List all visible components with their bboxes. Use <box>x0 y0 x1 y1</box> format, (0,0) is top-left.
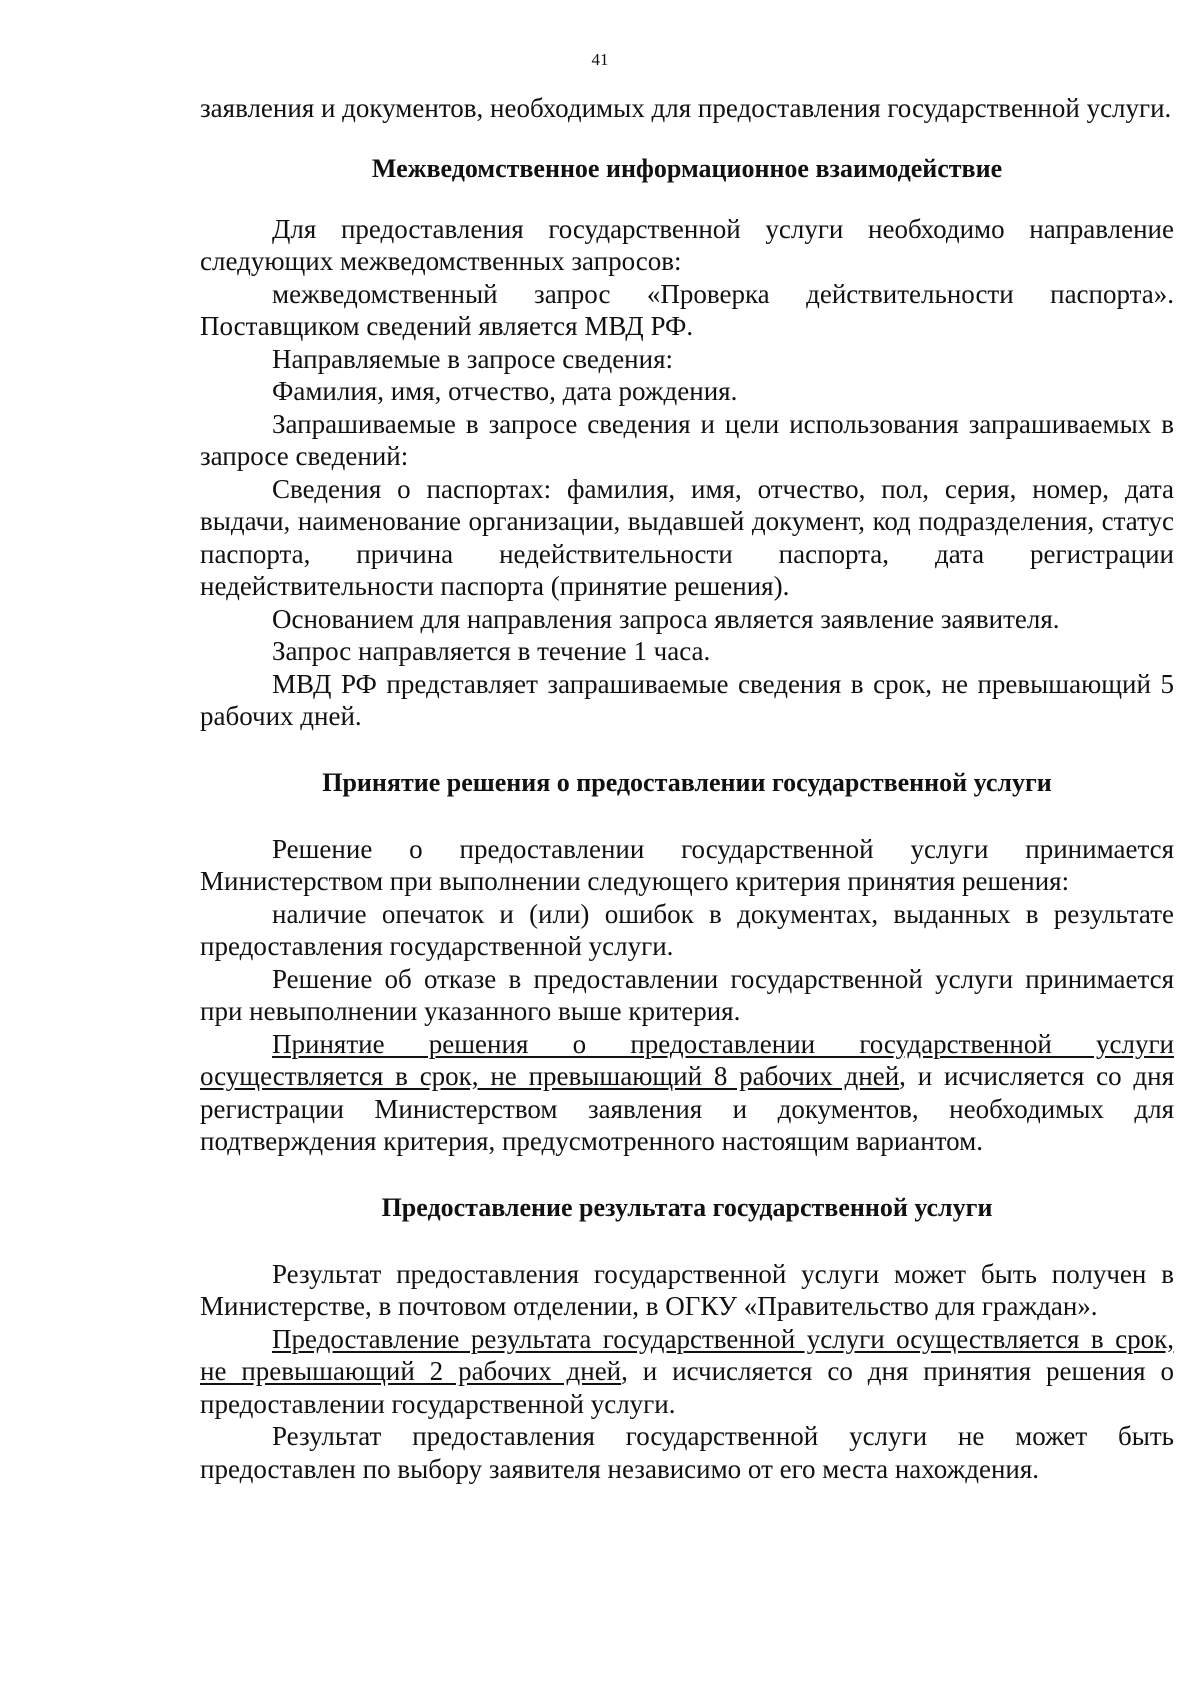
underlined-deadline: Предоставление результата государственной услуги осуществляется в срок, не превышающий 2 рабочих дней <box>200 1323 1174 1386</box>
paragraph: Для предоставления государственной услуги необходимо направление следующих межведомственных запросов: <box>200 213 1174 276</box>
paragraph: наличие опечаток и (или) ошибок в документах, выданных в результате предоставления государственной услуги. <box>200 898 1174 961</box>
paragraph: Основанием для направления запроса является заявление заявителя. <box>272 603 1060 634</box>
paragraph: Результат предоставления государственной услуги может быть получен в Министерстве, в почтовом отделении, в ОГКУ «Правительство для граждан». <box>200 1258 1174 1321</box>
section-heading-decision: Принятие решения о предоставлении государственной услуги <box>322 767 1052 797</box>
intro-paragraph: заявления и документов, необходимых для предоставления государственной услуги. <box>200 93 1172 123</box>
page-number: 41 <box>591 50 609 69</box>
paragraph: Направляемые в запросе сведения: <box>272 343 673 374</box>
deadline-continuation: , и исчисляется со дня принятия решения о предоставлении государственной услуги. <box>200 1356 1174 1419</box>
paragraph: Сведения о паспортах: фамилия, имя, отчество, пол, серия, номер, дата выдачи, наименование организации, выдавшей документ, код подразделения, статус паспорта, причина недействительности паспорта, дата регистрации недействительности паспорта (принятие решения). <box>200 473 1174 601</box>
paragraph: Запрашиваемые в запросе сведения и цели использования запрашиваемых в запросе сведений: <box>200 408 1174 471</box>
paragraph: межведомственный запрос «Проверка действительности паспорта». Поставщиком сведений является МВД РФ. <box>200 278 1174 341</box>
document-body <box>200 92 1174 1485</box>
paragraph: Решение о предоставлении государственной услуги принимается Министерством при выполнении следующего критерия принятия решения: <box>200 833 1174 896</box>
underlined-deadline: Принятие решения о предоставлении государственной услуги осуществляется в срок, не превышающий 8 рабочих дней <box>200 1028 1174 1091</box>
paragraph: Фамилия, имя, отчество, дата рождения. <box>272 376 738 406</box>
paragraph: Решение об отказе в предоставлении государственной услуги принимается при невыполнении указанного выше критерия. <box>200 963 1174 1026</box>
section-heading-interagency: Межведомственное информационное взаимодействие <box>371 153 1003 183</box>
decision-deadline-paragraph <box>200 1028 1174 1158</box>
deadline-continuation: , и исчисляется со дня регистрации Министерством заявления и документов, необходимых для подтверждения критерия, предусмотренного настоящим вариантом. <box>200 1061 1174 1156</box>
section-heading-result: Предоставление результата государственной услуги <box>381 1192 993 1222</box>
result-deadline-paragraph <box>200 1323 1174 1421</box>
paragraph: МВД РФ представляет запрашиваемые сведения в срок, не превышающий 5 рабочих дней. <box>200 668 1174 731</box>
paragraph: Запрос направляется в течение 1 часа. <box>272 636 711 666</box>
paragraph: Результат предоставления государственной услуги не может быть предоставлен по выбору заявителя независимо от его места нахождения. <box>200 1421 1174 1484</box>
